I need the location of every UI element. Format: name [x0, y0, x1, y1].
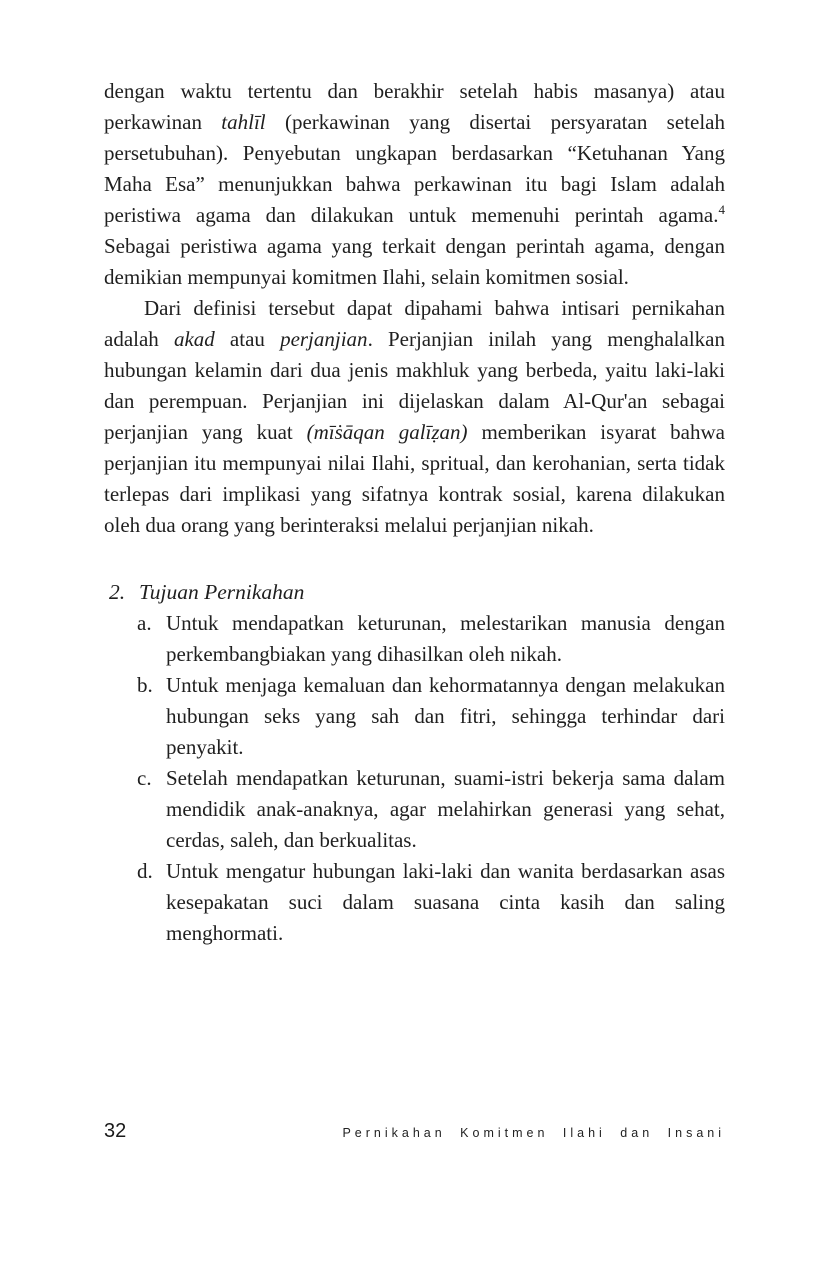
- list-item-text: Untuk mengatur hubungan laki-laki dan wanita berdasarkan asas kesepakatan suci dalam suasana cinta kasih dan saling menghormati.: [166, 859, 725, 945]
- text-segment: memberikan isyarat bahwa perjanjian itu mempunyai nilai Ilahi, spritual, dan kerohanian, serta tidak terlepas dari implikasi yang sifatnya kontrak sosial, karena dilakukan oleh dua orang yang berinteraksi melalui perjanjian nikah.: [104, 420, 725, 537]
- list-item-text: Untuk mendapatkan keturunan, melestarikan manusia dengan perkembangbiakan yang dihasilkan oleh nikah.: [166, 611, 725, 666]
- list-item-d: [104, 856, 725, 949]
- body-paragraph-1: [104, 76, 725, 293]
- text-segment: dengan waktu tertentu dan berakhir setelah habis masanya) atau perkawinan: [104, 79, 725, 134]
- list-marker: b.: [137, 673, 153, 697]
- list-item-a: [104, 608, 725, 670]
- list-marker: c.: [137, 766, 152, 790]
- text-segment: atau: [214, 327, 281, 351]
- italic-term-misaqan-galizan: (mīṡāqan galīẓan): [306, 420, 468, 444]
- list-item-c: [104, 763, 725, 856]
- italic-term-tahlil: tahlīl: [221, 110, 266, 134]
- text-segment: . Perjanjian inilah yang menghalalkan hubungan kelamin dari dua jenis makhluk yang berbeda, yaitu laki-laki dan perempuan. Perjanjian ini dijelaskan dalam Al-Qur'an sebagai perjanjian yang kuat: [104, 327, 725, 444]
- list-item-text: Untuk menjaga kemaluan dan kehormatannya dengan melakukan hubungan seks yang sah dan fitri, sehingga terhindar dari penyakit.: [166, 673, 725, 759]
- section-title: Tujuan Pernikahan: [139, 580, 305, 604]
- section-heading: [104, 577, 725, 608]
- running-title: Pernikahan Komitmen Ilahi dan Insani: [342, 1126, 725, 1140]
- italic-term-akad: akad: [173, 327, 215, 351]
- page-number: 32: [104, 1120, 127, 1142]
- text-segment: (perkawinan yang disertai persyaratan setelah persetubuhan). Penyebutan ungkapan berdasarkan “Ketuhanan Yang Maha Esa” menunjukkan bahwa perkawinan itu bagi Islam adalah peristiwa agama dan dilakukan untuk memenuhi perintah agama.: [104, 110, 725, 227]
- page-footer: [104, 1120, 725, 1143]
- body-paragraph-2: [104, 293, 725, 541]
- list-item-text: Setelah mendapatkan keturunan, suami-istri bekerja sama dalam mendidik anak-anaknya, agar melahirkan generasi yang sehat, cerdas, saleh, dan berkualitas.: [166, 766, 725, 852]
- list-marker: a.: [137, 611, 152, 635]
- italic-term-perjanjian: perjanjian: [280, 327, 368, 351]
- section-number: 2.: [109, 580, 126, 604]
- text-segment: Dari definisi tersebut dapat dipahami bahwa intisari pernikahan adalah: [104, 296, 725, 351]
- list-marker: d.: [137, 859, 153, 883]
- goals-list: [104, 608, 725, 949]
- list-item-b: [104, 670, 725, 763]
- body-text-block: [104, 76, 725, 949]
- text-segment: Sebagai peristiwa agama yang terkait dengan perintah agama, dengan demikian mempunyai komitmen Ilahi, selain komitmen sosial.: [104, 234, 725, 289]
- footnote-reference: 4: [718, 202, 725, 217]
